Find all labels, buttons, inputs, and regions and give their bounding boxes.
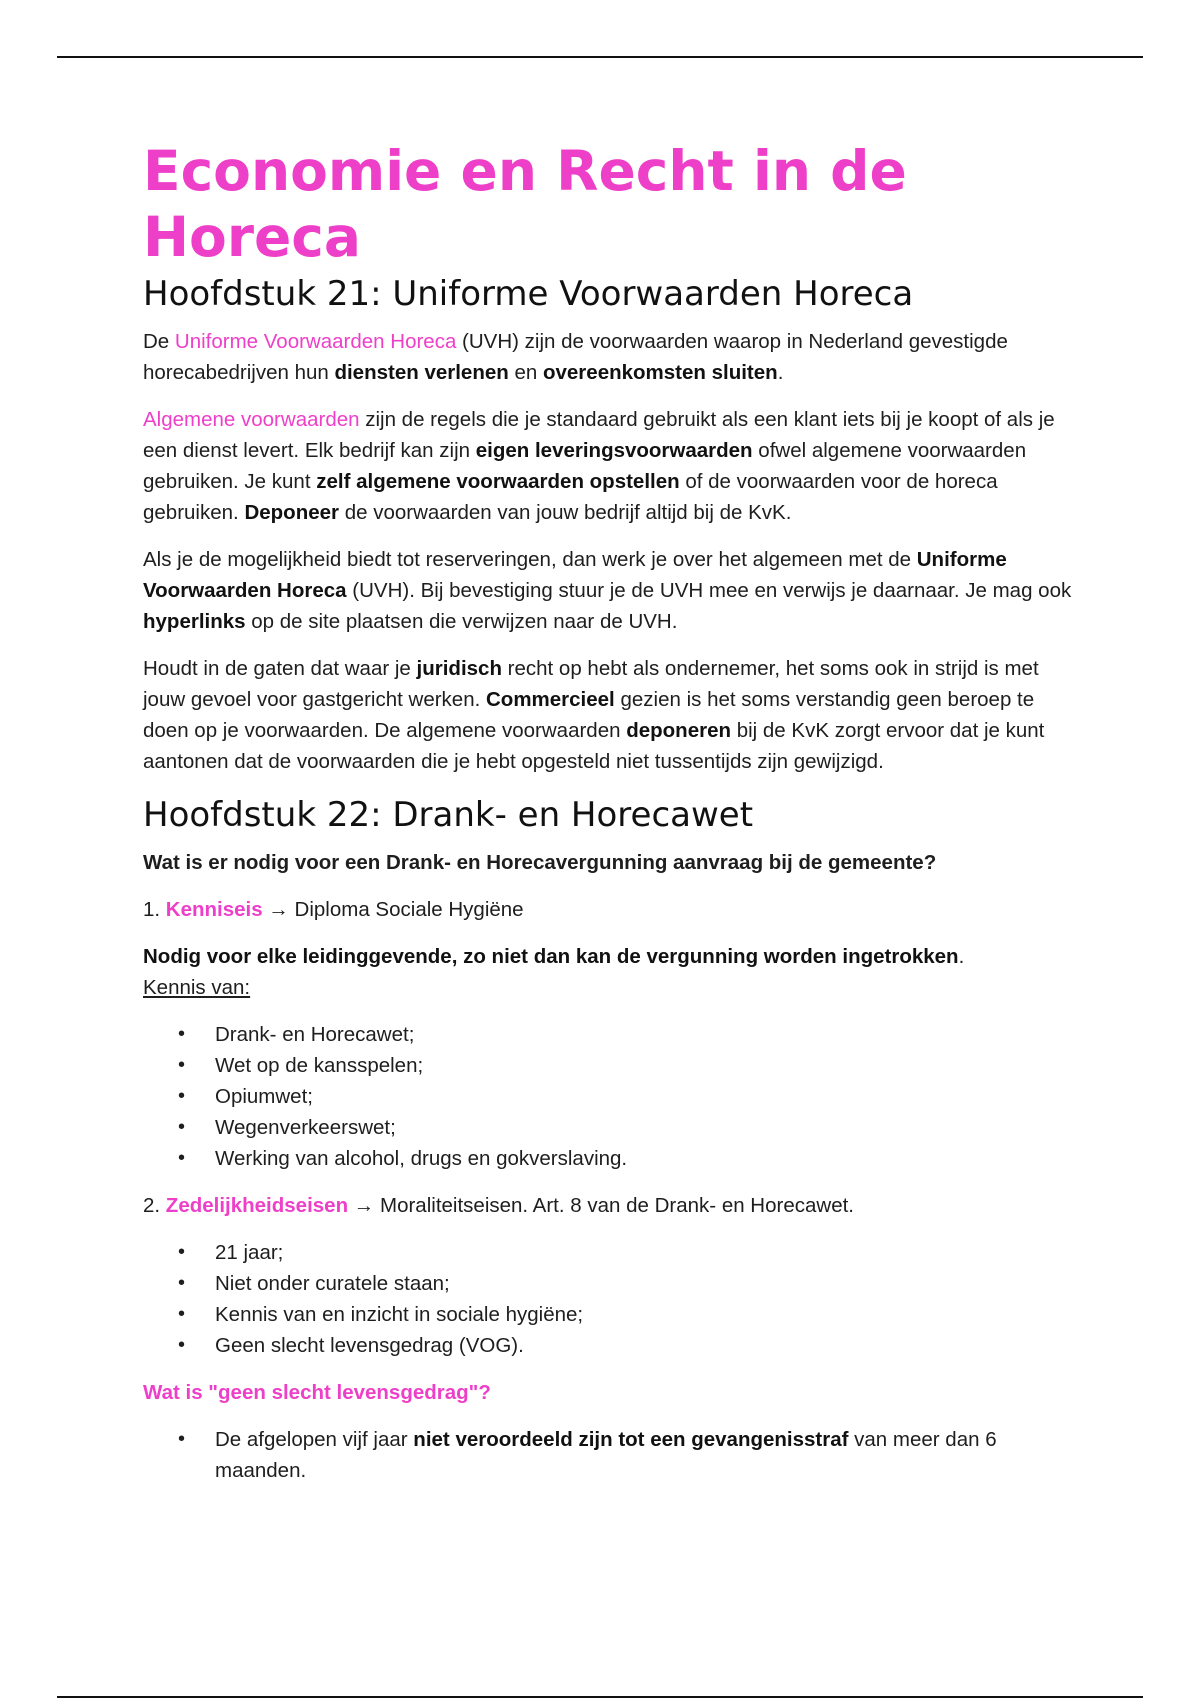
item-kenniseis: 1. Kenniseis → Diploma Sociale Hygiëne (143, 898, 524, 921)
list-item: • 21 jaar; (178, 1241, 284, 1264)
list-item: • Drank- en Horecawet; (178, 1023, 415, 1046)
document-title: Economie en Recht in de Horeca (143, 139, 907, 269)
list-item: • Wegenverkeerswet; (178, 1116, 396, 1139)
vergunning-question: Wat is er nodig voor een Drank- en Horecavergunning aanvraag bij de gemeente? (143, 851, 937, 874)
list-item: • Geen slecht levensgedrag (VOG). (178, 1334, 524, 1357)
paragraph-uvh-intro: De Uniforme Voorwaarden Horeca (UVH) zijn de voorwaarden waarop in Nederland gevestigde horecabedrijven hun diensten verlenen en overeenkomsten sluiten. (143, 330, 1008, 384)
chapter-22-heading: Hoofdstuk 22: Drank- en Horecawet (143, 795, 754, 835)
list-item: • Werking van alcohol, drugs en gokverslaving. (178, 1147, 628, 1170)
zedelijkheid-list (143, 1237, 1073, 1361)
paragraph-reserveringen: Als je de mogelijkheid biedt tot reserveringen, dan werk je over het algemeen met de Uniforme Voorwaarden Horeca (UVH). Bij bevestiging stuur je de UVH mee en verwijs je daarnaar. Je mag ook hyperlinks op de site plaatsen die verwijzen naar de UVH. (143, 548, 1072, 633)
kennis-van-label: Kennis van: (143, 976, 251, 999)
list-item: • Wet op de kansspelen; (178, 1054, 424, 1077)
levensgedrag-list (143, 1424, 1073, 1486)
paragraph-algemene-voorwaarden: Algemene voorwaarden zijn de regels die je standaard gebruikt als een klant iets bij je koopt of als je een dienst levert. Elk bedrijf kan zijn eigen leveringsvoorwaarden ofwel algemene voorwaarden gebruiken. Je kunt zelf algemene voorwaarden opstellen of de voorwaarden voor de horeca gebruiken. Deponeer de voorwaarden van jouw bedrijf altijd bij de KvK. (143, 408, 1055, 524)
item-zedelijkheidseisen: 2. Zedelijkheidseisen → Moraliteitseisen. Art. 8 van de Drank- en Horecawet. (143, 1194, 854, 1217)
kennis-list (143, 1019, 1073, 1174)
paragraph-nodig: Nodig voor elke leidinggevende, zo niet dan kan de vergunning worden ingetrokken. Kennis van: (143, 945, 965, 999)
paragraph-juridisch: Houdt in de gaten dat waar je juridisch recht op hebt als ondernemer, het soms ook in strijd is met jouw gevoel voor gastgericht werken. Commercieel gezien is het soms verstandig geen beroep te doen op je voorwaarden. De algemene voorwaarden deponeren bij de KvK zorgt ervoor dat je kunt aantonen dat de voorwaarden die je hebt opgesteld niet tussentijds zijn gewijzigd. (143, 657, 1045, 773)
chapter-21-heading: Hoofdstuk 21: Uniforme Voorwaarden Horeca (143, 274, 914, 314)
list-item: • Kennis van en inzicht in sociale hygiëne; (178, 1303, 584, 1326)
list-item: • Opiumwet; (178, 1085, 313, 1108)
document-page (143, 138, 1073, 1502)
bottom-rule (57, 1696, 1143, 1698)
list-item: • De afgelopen vijf jaar niet veroordeeld zijn tot een gevangenisstraf van meer dan 6 maanden. (178, 1428, 997, 1482)
list-item: • Niet onder curatele staan; (178, 1272, 450, 1295)
top-rule (57, 56, 1143, 58)
levensgedrag-question: Wat is "geen slecht levensgedrag"? (143, 1381, 491, 1404)
